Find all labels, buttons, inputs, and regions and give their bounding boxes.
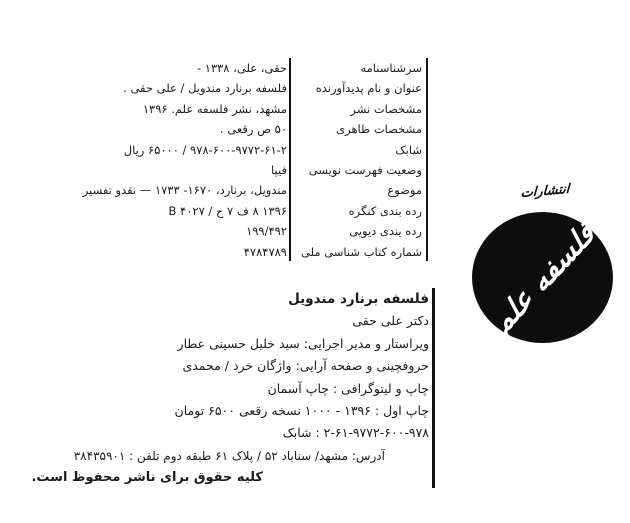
colophon-divider-line: [432, 288, 435, 488]
fipa-row-value: فیپا: [271, 162, 287, 177]
fipa-row-value: حقی، علی، ۱۳۳۸ -: [196, 61, 287, 75]
publisher-logo-circle: [472, 212, 613, 343]
colophon-block: [31, 288, 429, 490]
fipa-row-label: وضعیت فهرست نویسی: [308, 162, 422, 177]
colophon-line: ویراستار و مدیر اجرایی: سید خلیل حسینی عطار: [177, 335, 429, 351]
fipa-labels-column: [294, 58, 422, 262]
fipa-row-value: ۱۹۹/۴۹۲: [246, 224, 287, 239]
colophon-line: آدرس: مشهد/ سناباد ۵۲ / پلاک ۶۱ طبقه دوم تلفن : ۳۸۴۳۵۹۰۱: [73, 448, 385, 463]
colophon-line: دکتر علی حقی: [352, 313, 429, 329]
fipa-row-label: شابک: [395, 142, 422, 157]
colophon-line: چاپ اول : ۱۳۹۶ - ۱۰۰۰ نسخه رقعی ۶۵۰۰ تومان: [174, 402, 429, 418]
fipa-values-column: [30, 58, 287, 262]
fipa-row-label: عنوان و نام پدیدآورنده: [315, 81, 422, 96]
fipa-row-value: ۵۰ ص رقعی .: [219, 122, 287, 137]
fipa-row-label: رده بندی کنگره: [348, 203, 422, 218]
colophon-line: حروفچینی و صفحه آرایی: واژگان خرد / محمدی: [182, 358, 429, 374]
fipa-row-value: ۴۷۸۴۷۸۹: [243, 244, 287, 259]
fipa-row-label: سرشناسنامه: [360, 61, 422, 75]
colophon-line: شابک‎ : ۲-۶۱-۹۷۷۲-۶۰۰-۹۷۸: [282, 425, 429, 441]
publisher-logo-text: فلسفه علم: [484, 214, 601, 341]
fipa-row-label: موضوع: [387, 183, 422, 198]
colophon-line: فلسفه برنارد مندویل: [288, 291, 429, 307]
colophon-line: چاپ و لیتوگرافی : چاپ آسمان: [267, 380, 429, 396]
fipa-row-label: مشخصات نشر: [350, 101, 422, 116]
fipa-row-value: فلسفه برنارد مندویل / علی حقی .: [123, 81, 287, 96]
fipa-row-label: شماره کتاب شناسی ملی: [301, 244, 422, 259]
fipa-row-value: B ۴۰۲۷ / ‎ح‎ ۷ ‎ف‎ ۸ ۱۳۹۶: [168, 203, 287, 218]
fipa-row-value: مندویل، برنارد، ۱۶۷۰- ۱۷۳۳ — نقدو تفسیر: [82, 183, 287, 198]
fipa-row-label: رده بندی دیویی: [349, 224, 422, 239]
publisher-word: انتشارات: [520, 181, 570, 202]
fipa-divider-line-right: [426, 58, 428, 261]
fipa-row-value: مشهد، نشر فلسفه علم. ۱۳۹۶: [142, 101, 287, 116]
fipa-row-label: مشخصات ظاهری: [336, 122, 422, 137]
fipa-row-value: ۹۷۸-۶۰۰-۹۷۷۲-۶۱-۲ / ۶۵۰۰۰ ریال: [123, 142, 287, 157]
colophon-line: کلیه حقوق برای ناشر محفوظ است.: [31, 470, 263, 486]
fipa-divider-line-left: [289, 58, 291, 261]
